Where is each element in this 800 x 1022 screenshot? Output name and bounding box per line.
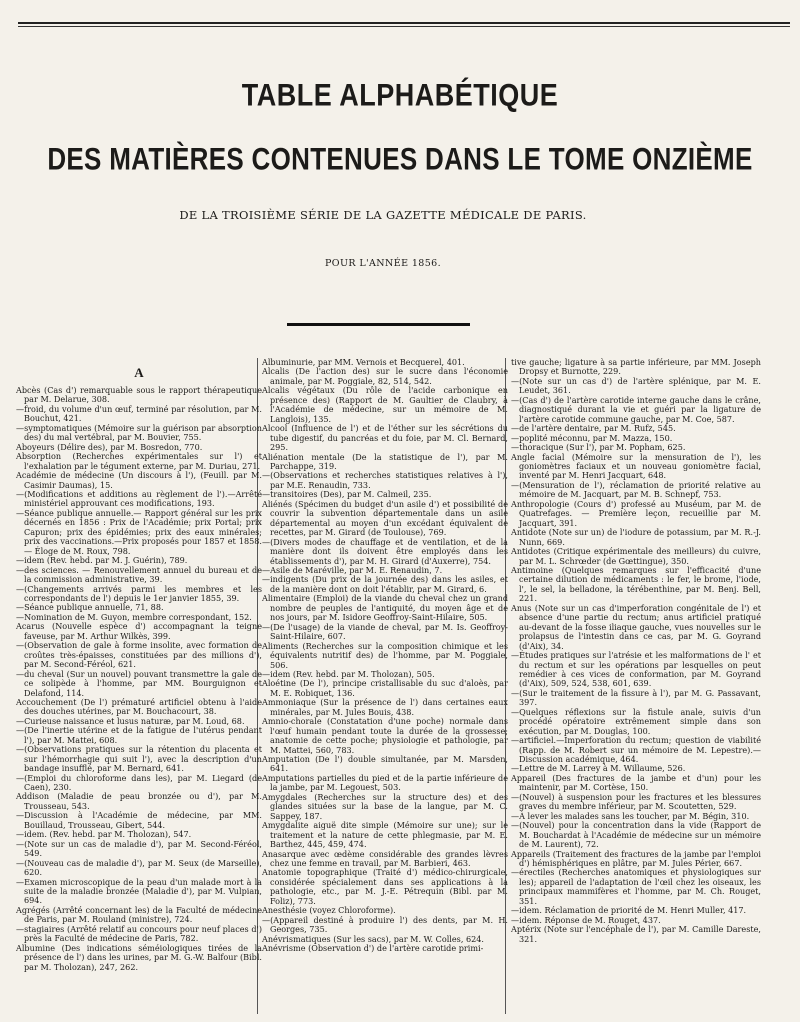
index-entry: Antidotes (Critique expérimentale des meilleurs) du cuivre, par M. L. Schrœder (de Gœttingue), 350. bbox=[511, 546, 761, 566]
index-entry: —du cheval (Sur un nouvel) pouvant transmettre la gale de ce solipède à l'homme, par MM. Bourguignon et Delafond, 114. bbox=[16, 668, 262, 698]
index-entry: —(Appareil destiné à produire l') des dents, par M. H. Georges, 735. bbox=[262, 914, 508, 935]
index-entry: Antidote (Note sur un) de l'iodure de potassium, par M. R.-J. Nunn, 669. bbox=[511, 527, 761, 547]
index-entry: —Lettre de M. Larrey à M. Willaume, 526. bbox=[511, 763, 686, 774]
index-entry: —thoracique (Sur l'), par M. Popham, 625. bbox=[511, 442, 686, 453]
index-entry: —(Changements arrivés parmi les membres et les correspondants de l') depuis le 1er janvier 1855, 39. bbox=[16, 583, 262, 603]
column-entries bbox=[262, 358, 508, 954]
index-entry: Amnio-chorale (Constatation d'une poche) normale dans l'œuf humain pendant toute la durée de la grossesse; anatomie de cette poche; physiologie et pathologie, par M. Mattei, 560, 783. bbox=[262, 716, 508, 755]
index-entry: Anesthésie (voyez Chloroforme). bbox=[262, 905, 396, 916]
index-entry: —Discussion à l'Académie de médecine, par MM. Bouillaud, Trousseau, Gibert, 544. bbox=[16, 810, 262, 830]
index-entry: —froid, du volume d'un œuf, terminé par résolution, par M. Bouchut, 421. bbox=[16, 403, 262, 424]
index-entry: Aliénation mentale (De la statistique de l'), par M. Parchappe, 319. bbox=[262, 451, 508, 471]
index-entry: Aboyeurs (Délire des), par M. Bosredon, 770. bbox=[16, 441, 203, 452]
index-entry: —(Divers modes de chauffage et de ventilation, et de la manière dont ils doivent être employés dans les établissements d'), par M. H. Girard (d'Auxerre), 754. bbox=[262, 536, 508, 566]
index-entry: —idem. Réponse de M. Rouget, 437. bbox=[511, 914, 661, 925]
index-entry: —Asile de Maréville, par M. E. Renaudin, 7. bbox=[262, 564, 443, 575]
index-entry: —symptomatiques (Mémoire sur la guérison par absorption des) du mal vertébral, par M. Bouvier, 755. bbox=[16, 422, 262, 443]
index-entry: —stagiaires (Arrêté relatif au concours pour neuf places d') près la Faculté de médecine de Paris, 782. bbox=[16, 923, 262, 944]
index-entry: —(Cas d') de l'artère carotide interne gauche dans le crâne, diagnostiqué durant la vie et guéri par la ligature de l'artère carotide commune gauche, par M. Coe, 587. bbox=[511, 394, 761, 424]
index-entry: Anus (Note sur un cas d'imperforation congénitale de l') et absence d'une partie du rectum; anus artificiel pratiqué au-devant de la fosse iliaque gauche, vues nouvelles sur le prolapsus de l'intestin dans ce cas, par M. G. Goyrand (d'Aix), 34. bbox=[511, 602, 761, 651]
index-entry: —Études pratiques sur l'atrésie et les malformations de l' et du rectum et sur les opérations par lesquelles on peut remédier à ces vices de conformation, par M. Goyrand (d'Aix), 509, 524, 538, 601, 639. bbox=[511, 650, 761, 689]
index-entry: —(Note sur un cas d') de l'artère splénique, par M. E. Leudet, 361. bbox=[511, 375, 761, 396]
column-entries bbox=[16, 386, 262, 972]
top-rule bbox=[18, 22, 790, 24]
index-entry: —(De l'inertie utérine et de la fatigue de l'utérus pendant l'), par M. Mattei, 608. bbox=[16, 725, 262, 745]
index-entry: —Séance publique annuelle.— Rapport général sur les prix décernés en 1856 : Prix de l'Académie; prix Portal; prix Capuron; prix des épidémies; prix des eaux minérales; prix des vaccinations.—Prix proposés pour 1857 et 1858. — Éloge de M. Roux, 798. bbox=[16, 507, 262, 556]
index-entry: Alcool (Influence de l') et de l'éther sur les sécrétions du tube digestif, du pancréas et du foie, par M. Cl. Bernard, 295. bbox=[262, 423, 508, 453]
index-entry: —(Nouvel) à suspension pour les fractures et les blessures graves du membre inférieur, par M. Scoutetten, 529. bbox=[511, 791, 761, 812]
index-entry: —Quelques réflexions sur la fistule anale, suivis d'un procédé opératoire extrêmement simple dans son exécution, par M. Douglas, 100. bbox=[511, 706, 761, 736]
index-entry: —À lever les malades sans les toucher, par M. Bégin, 310. bbox=[511, 810, 750, 821]
index-entry: —idem. (Rev. hebd. par M. Tholozan), 547. bbox=[16, 829, 192, 840]
index-entry: —de l'artère dentaire, par M. Rufz, 545. bbox=[511, 423, 676, 434]
index-entry: —idem (Rev. hebd. par M. Tholozan), 505. bbox=[262, 668, 435, 679]
index-entry: —Examen microscopique de la peau d'un malade mort à la suite de la maladie bronzée (Maladie d'), par M. Vulpian, 694. bbox=[16, 876, 262, 906]
index-column-2 bbox=[262, 358, 508, 954]
index-entry: Aloétine (De l'), principe cristallisable du suc d'aloès, par M. E. Robiquet, 136. bbox=[262, 678, 508, 698]
index-entry: —(Modifications et additions au règlement de l').—Arrêté ministériel approuvant ces modifications, 193. bbox=[16, 488, 262, 509]
column-entries bbox=[511, 358, 761, 944]
index-entry: —Nomination de M. Guyon, membre correspondant, 152. bbox=[16, 611, 252, 622]
index-entry: —(Sur le traitement de la fissure à l'), par M. G. Passavant, 397. bbox=[511, 687, 761, 708]
index-entry: —(Mensuration de l'), réclamation de priorité relative au mémoire de M. Jacquart, par M. B. Schnepf, 753. bbox=[511, 479, 761, 500]
index-entry: —(Observation de gale à forme insolite, avec formation de croûtes très-épaisses, constituées par des millions d'), par M. Second-Féréol, 621. bbox=[16, 640, 262, 670]
index-entry: Accouchement (De l') prématuré artificiel obtenu à l'aide des douches utérines, par M. Bouchacourt, 38. bbox=[16, 696, 262, 717]
index-entry: Albumine (Des indications séméiologiques tirées de la présence de l') dans les urines, par M. G.-W. Balfour (Bibl. par M. Tholozan), 247, 262. bbox=[16, 942, 262, 972]
index-entry: Acarus (Nouvelle espèce d') accompagnant la teigne faveuse, par M. Arthur Wilkès, 399. bbox=[16, 621, 262, 641]
index-entry: —idem (Rev. hebd. par M. J. Guérin), 789. bbox=[16, 555, 188, 566]
index-entry: —des sciences. — Renouvellement annuel du bureau et de la commission administrative, 39. bbox=[16, 564, 262, 585]
index-entry: Amputations partielles du pied et de la partie inférieure de la jambe, par M. Legouest, 503. bbox=[262, 772, 508, 793]
section-letter: A bbox=[134, 365, 144, 380]
section-divider bbox=[287, 323, 470, 326]
index-entry: —Curieuse naissance et lusus naturæ, par M. Loud, 68. bbox=[16, 715, 245, 726]
index-entry: Albuminurie, par MM. Vernois et Becquerel, 401. bbox=[262, 357, 465, 367]
index-entry: —poplité méconnu, par M. Mazza, 150. bbox=[511, 432, 673, 443]
index-entry: Alimentaire (Emploi) de la viande du cheval chez un grand nombre de peuples de l'antiquité, du moyen âge et de nos jours, par M. Isidore Geoffroy-Saint-Hilaire, 505. bbox=[262, 593, 508, 623]
index-entry: —(De l'usage) de la viande de cheval, par M. Is. Geoffroy-Saint-Hilaire, 607. bbox=[262, 621, 508, 642]
index-entry: Antimoine (Quelques remarques sur l'efficacité d'une certaine dilution de médicaments : le fer, le brome, l'iode, l', le sel, la belladone, la térébenthine, par M. Benj. Bell, 221. bbox=[511, 564, 761, 604]
index-entry: Amygdales (Recherches sur la structure des) et des glandes situées sur la base de la langue, par M. C. Sappey, 187. bbox=[262, 791, 508, 821]
index-column-3 bbox=[511, 358, 761, 944]
index-entry: —artificiel.—Imperforation du rectum; question de viabilité (Rapp. de M. Robert sur un mémoire de M. Lepestre).—Discussion académique, 464. bbox=[511, 735, 761, 765]
index-entry: —idem. Réclamation de priorité de M. Henri Muller, 417. bbox=[511, 905, 747, 916]
page-title: TABLE ALPHABÉTIQUE bbox=[241, 77, 559, 113]
index-entry: —(Observations pratiques sur la rétention du placenta et sur l'hémorrhagie qui suit l'), avec la description d'un bandage insufflé, par M. Bernard, 641. bbox=[16, 744, 262, 774]
index-entry: Anévrisme (Observation d') de l'artère carotide primi- bbox=[262, 943, 484, 954]
index-entry: Anatomie topographique (Traité d') médico-chirurgicale, considérée spécialement dans ses applications à la pathologie, etc., par M. J.-E. Pétrequin (Bibl. par M. Foliz), 773. bbox=[262, 867, 508, 906]
index-column-1 bbox=[16, 358, 262, 972]
index-entry: Ammoniaque (Sur la présence de l') dans certaines eaux minérales, par M. Jules Bouis, 438. bbox=[262, 697, 508, 717]
top-rule-thin bbox=[18, 26, 790, 27]
index-entry: Aliments (Recherches sur la composition chimique et les équivalents nutritif des) de l'homme, par M. Poggiale, 506. bbox=[262, 640, 508, 670]
index-entry: Anévrismatiques (Sur les sacs), par M. W. Colles, 624. bbox=[262, 933, 484, 944]
index-entry: Académie de médecine (Un discours à l'), (Feuill. par M. Casimir Daumas), 15. bbox=[16, 470, 262, 490]
index-entry: —(Emploi du chloroforme dans les), par M. Liegard (de Caen), 230. bbox=[16, 772, 262, 793]
index-entry: —(Note sur un cas de maladie d'), par M. Second-Féréol, 549. bbox=[16, 838, 262, 859]
index-entry: Appareil (Des fractures de la jambe et d'un) pour les maintenir, par M. Cortèse, 150. bbox=[511, 772, 761, 793]
index-entry: Anasarque avec œdème considérable des grandes lèvres chez une femme en travail, par M. Barbieri, 463. bbox=[262, 848, 508, 869]
index-entry: Alcalis végétaux (Du rôle de l'acide carbonique en présence des) (Rapport de M. Gaultier de Claubry, à l'Académie de médecine, sur un mémoire de M. Langlois), 135. bbox=[262, 385, 508, 424]
index-entry: Aliénés (Spécimen du budget d'un asile d') et possibilité de couvrir la subvention départementale dans un asile départemental au moyen d'un excédant équivalent de recettes, par M. Girard (de Toulouse), 769. bbox=[262, 498, 508, 538]
index-entry: —indigents (Du prix de la journée des) dans les asiles, et de la manière dont on doit l'établir, par M. Girard, 6. bbox=[262, 574, 508, 594]
index-entry: Absorption (Recherches expérimentales sur l') et l'exhalation par le tégument externe, par M. Duriau, 271. bbox=[16, 451, 262, 471]
index-entry: tive gauche; ligature à sa partie inférieure, par MM. Joseph Dropsy et Burnotte, 229. bbox=[511, 357, 761, 377]
index-entry: —Séance publique annuelle, 71, 88. bbox=[16, 602, 164, 613]
index-entry: Aptérix (Note sur l'encéphale de l'), par M. Camille Dareste, 321. bbox=[511, 924, 761, 944]
index-entry: Alcalis (De l'action des) sur le sucre dans l'économie animale, par M. Poggiale, 82, 514, 542. bbox=[262, 366, 508, 386]
page-subtitle: DES MATIÈRES CONTENUES DANS LE TOME ONZIÈME bbox=[47, 140, 753, 177]
index-entry: —(Nouveau cas de maladie d'), par M. Seux (de Marseille), 620. bbox=[16, 857, 262, 878]
index-entry: —érectiles (Recherches anatomiques et physiologiques sur les); appareil de l'adaptation de l'œil chez les oiseaux, les principaux mammifères et l'homme, par M. Ch. Rouget, 351. bbox=[511, 867, 761, 906]
index-entry: Amygdalite aiguë dite simple (Mémoire sur une); sur le traitement et la nature de cette phlegmasie, par M. E. Barthez, 445, 459, 474. bbox=[262, 820, 508, 850]
index-entry: —(Observations et recherches statistiques relatives à l'), par M.E. Renaudin, 733. bbox=[262, 470, 508, 490]
year-line: POUR L'ANNÉE 1856. bbox=[324, 258, 442, 269]
index-entry: Addison (Maladie de peau bronzée ou d'), par M. Trousseau, 543. bbox=[16, 791, 262, 811]
index-entry: Amputation (De l') double simultanée, par M. Marsden, 641. bbox=[262, 754, 508, 774]
index-entry: Agrégés (Arrêté concernant les) de la Faculté de médecine de Paris, par M. Rouland (ministre), 724. bbox=[16, 904, 262, 925]
index-entry: Abcès (Cas d') remarquable sous le rapport thérapeutique par M. Delarue, 308. bbox=[16, 385, 262, 405]
index-entry: Appareils (Traitement des fractures de la jambe par l'emploi d') hémisphériques en plâtre, par M. Jules Périer, 667. bbox=[511, 848, 761, 869]
index-entry: Angle facial (Mémoire sur la mensuration de l'), les goniomètres faciaux et un nouveau goniomètre facial, inventé par M. Henri Jacquart, 648. bbox=[511, 451, 761, 481]
index-entry: —transitoires (Des), par M. Calmeil, 235. bbox=[262, 489, 432, 500]
index-entry: —(Nouvel) pour la concentration dans la vide (Rapport de M. Bouchardat à l'Académie de médecine sur un mémoire de M. Laurent), 72. bbox=[511, 820, 761, 850]
index-entry: Anthropologie (Cours d') professé au Muséum, par M. de Quatrefages. — Première leçon, recueillie par M. Jacquart, 391. bbox=[511, 498, 761, 528]
series-line: DE LA TROISIÈME SÉRIE DE LA GAZETTE MÉDICALE DE PARIS. bbox=[179, 208, 587, 222]
